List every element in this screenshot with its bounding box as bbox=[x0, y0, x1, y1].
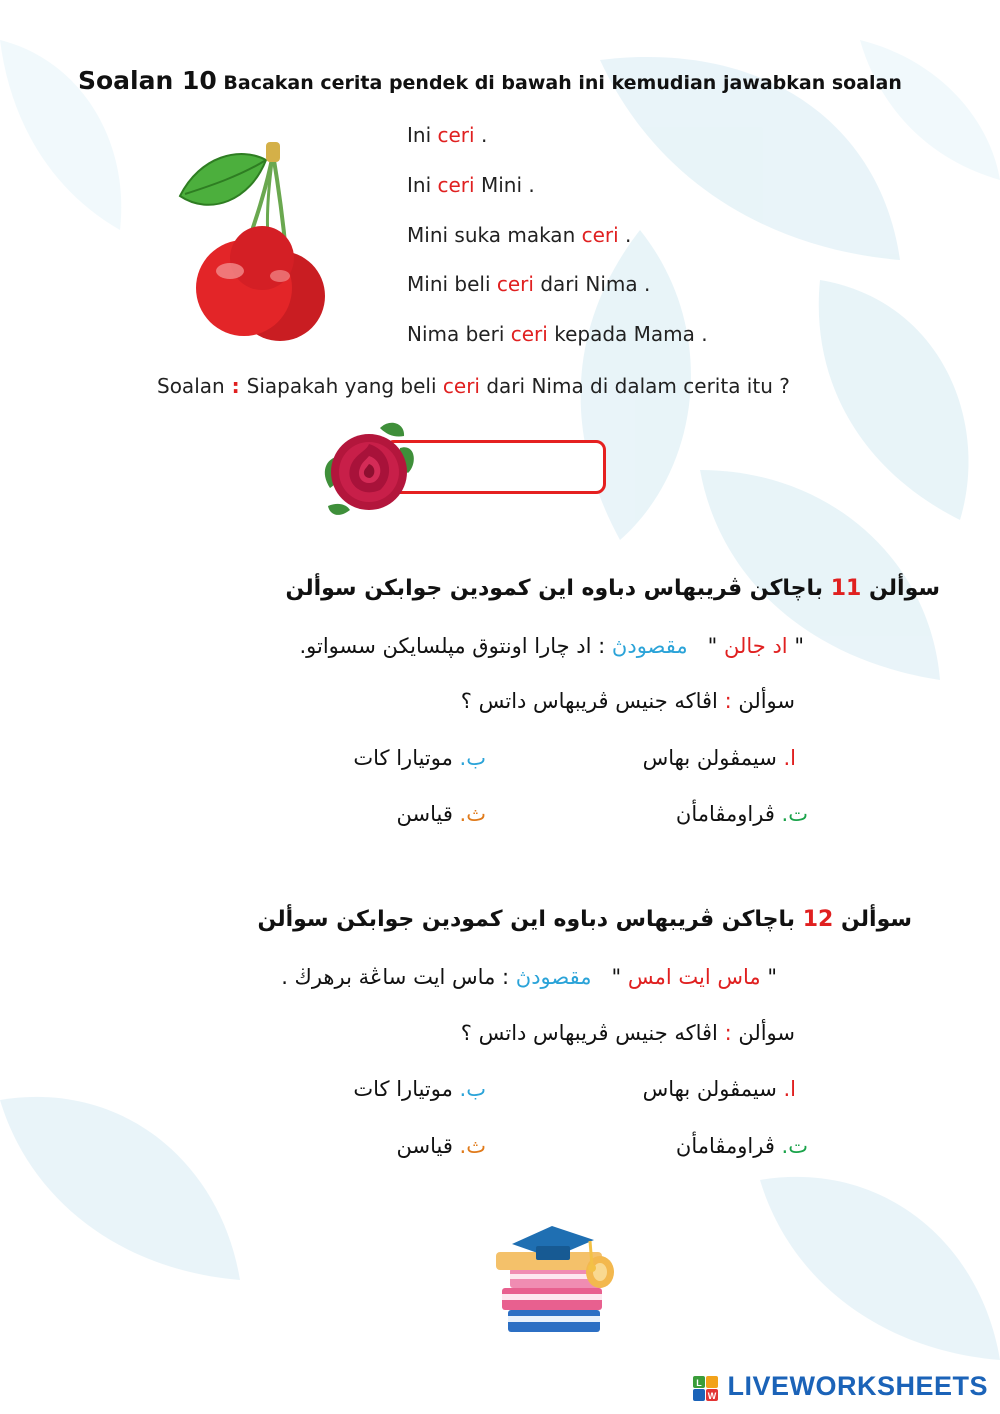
story-keyword: ceri bbox=[581, 223, 619, 247]
question-12-number: 12 bbox=[802, 907, 834, 932]
option-t[interactable]: ت. ڤراومڤامأن bbox=[675, 1134, 808, 1158]
svg-text:L: L bbox=[696, 1378, 702, 1388]
question-10-header bbox=[78, 66, 902, 95]
question-keyword: ceri bbox=[442, 374, 480, 398]
liveworksheets-logo-icon bbox=[693, 1376, 719, 1402]
story-keyword: ceri bbox=[437, 173, 475, 197]
books-graduation-cap-illustration bbox=[492, 1222, 624, 1342]
option-b[interactable]: ب. موتيارا کات bbox=[353, 1077, 486, 1101]
story-line-3: Mini suka makan ceri . bbox=[407, 223, 632, 247]
svg-text:W: W bbox=[707, 1391, 717, 1401]
question-10-instruction: Bacakan cerita pendek di bawah ini kemudian jawabkan soalan bbox=[216, 72, 902, 94]
liveworksheets-brand: LIVEWORKSHEETS bbox=[727, 1371, 988, 1401]
story-keyword: ceri bbox=[437, 123, 475, 147]
question-12-header: سوألن 12 باچاکن ڤريبهاس دباوه اين کمودين جوابکن سوألن bbox=[257, 907, 912, 932]
story-keyword: ceri bbox=[496, 272, 534, 296]
question-12-ask: سوألن : اڤاکه جنيس ڤريبهاس داتس ؟ bbox=[460, 1021, 795, 1045]
option-a[interactable]: ا. سيمڤولن بهاس bbox=[642, 1077, 796, 1101]
story-line-1: Ini ceri . bbox=[407, 123, 488, 147]
option-b[interactable]: ب. موتيارا کات bbox=[353, 746, 486, 770]
option-t[interactable]: ت. ڤراومڤامأن bbox=[675, 802, 808, 826]
story-keyword: ceri bbox=[510, 322, 548, 346]
story-line-4: Mini beli ceri dari Nima . bbox=[407, 272, 651, 296]
question-11-phrase-line: " اد جالن " مقصودڽ : اد چارا اونتوق مڽلسايکن سسواتو. bbox=[299, 634, 804, 658]
story-line-2: Ini ceri Mini . bbox=[407, 173, 535, 197]
question-10-label: Soalan 10 bbox=[78, 66, 217, 95]
option-th[interactable]: ث. قياسن bbox=[396, 802, 486, 826]
maksud-label: مقصودڽ bbox=[515, 965, 592, 989]
maksud-label: مقصودڽ bbox=[611, 634, 688, 658]
question-12-phrase-line: " ماس ايت امس " مقصودڽ : ماس ايت ساڠة برهرڬ . bbox=[281, 965, 777, 989]
question-12-phrase: ماس ايت امس bbox=[627, 965, 761, 989]
question-10-prompt: Soalan : Siapakah yang beli ceri dari Nima di dalam cerita itu ? bbox=[157, 374, 790, 398]
question-11-number: 11 bbox=[830, 576, 862, 601]
question-11-phrase: اد جالن bbox=[724, 634, 788, 658]
option-a[interactable]: ا. سيمڤولن بهاس bbox=[642, 746, 796, 770]
option-th[interactable]: ث. قياسن bbox=[396, 1134, 486, 1158]
story-line-5: Nima beri ceri kepada Mama . bbox=[407, 322, 708, 346]
question-11-ask: سوألن : اڤاکه جنيس ڤريبهاس داتس ؟ bbox=[460, 689, 795, 713]
question-11-header: سوألن 11 باچاکن ڤريبهاس دباوه اين کمودين جوابکن سوألن bbox=[285, 576, 940, 601]
cherry-illustration bbox=[170, 136, 350, 346]
rose-icon bbox=[320, 418, 418, 522]
